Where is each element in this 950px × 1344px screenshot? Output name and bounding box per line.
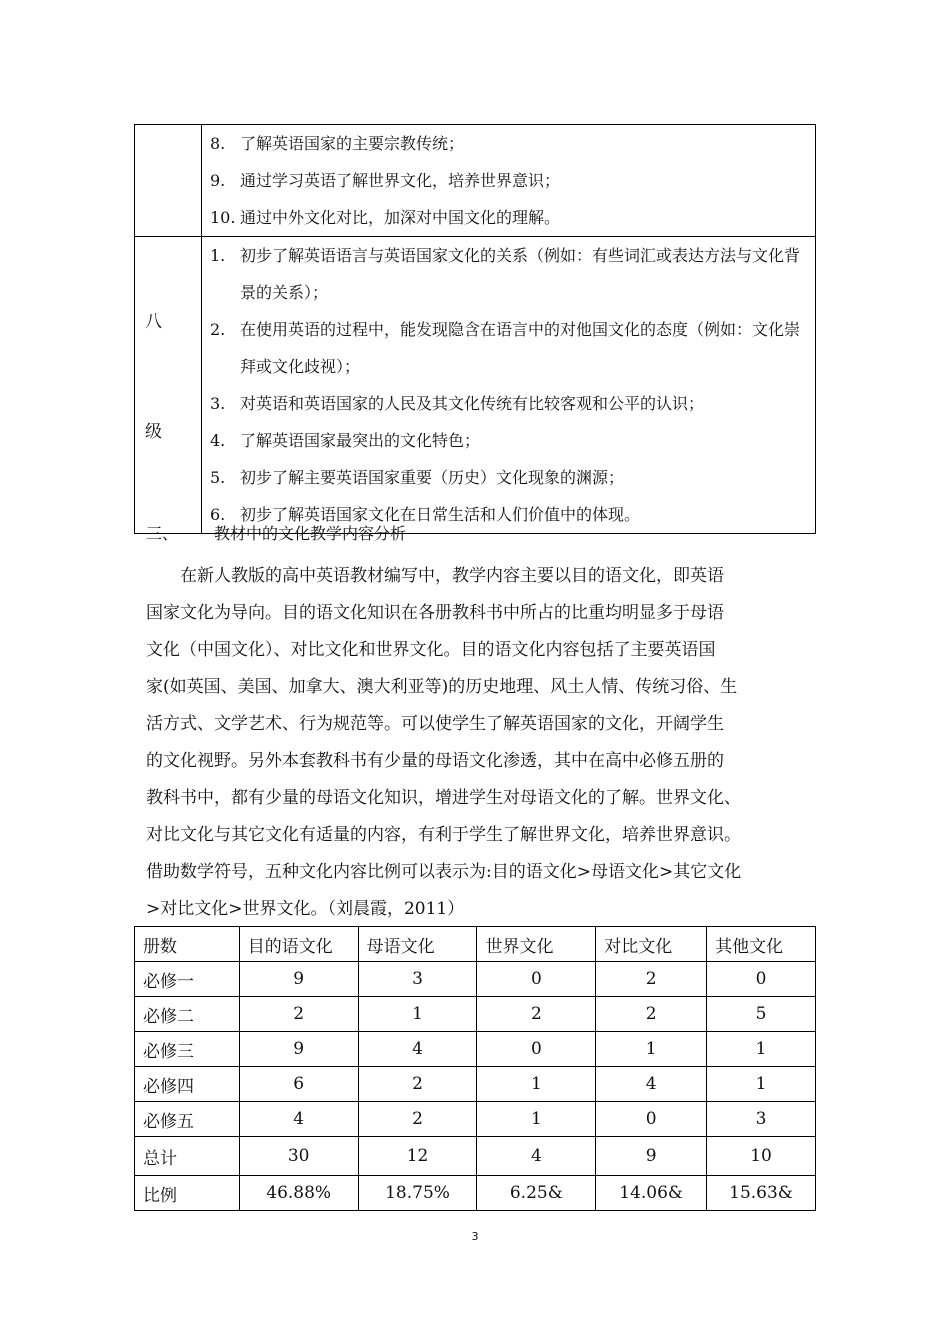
objective-number: 3. bbox=[210, 394, 226, 413]
objectives-cell-previous bbox=[202, 125, 816, 237]
table-cell: 0 bbox=[477, 962, 596, 997]
table-cell: 14.06& bbox=[596, 1176, 707, 1211]
table-cell: 6.25& bbox=[477, 1176, 596, 1211]
table-cell: 1 bbox=[358, 997, 477, 1032]
objective-text: 对英语和英语国家的人民及其文化传统有比较客观和公平的认识； bbox=[240, 394, 705, 413]
table-cell: 3 bbox=[707, 1102, 816, 1137]
objective-item bbox=[202, 162, 815, 199]
header-cell: 其他文化 bbox=[707, 927, 816, 962]
section-title: 教材中的文化教学内容分析 bbox=[214, 524, 407, 543]
table-cell: 2 bbox=[596, 962, 707, 997]
row-label: 必修三 bbox=[135, 1032, 240, 1067]
table-cell: 9 bbox=[596, 1137, 707, 1176]
objective-item bbox=[202, 422, 815, 459]
paragraph-line: 文化（中国文化）、对比文化和世界文化。目的语文化内容包括了主要英语国 bbox=[146, 640, 716, 660]
objective-text: 通过中外文化对比，加深对中国文化的理解。 bbox=[240, 208, 561, 227]
paragraph-line: >对比文化>世界文化。（刘晨霞，2011） bbox=[146, 899, 465, 919]
level-row-previous bbox=[135, 125, 816, 237]
objective-item bbox=[202, 385, 815, 422]
table-cell: 2 bbox=[358, 1102, 477, 1137]
table-cell: 1 bbox=[477, 1102, 596, 1137]
table-cell: 9 bbox=[239, 1032, 358, 1067]
table-cell: 15.63& bbox=[707, 1176, 816, 1211]
section-heading bbox=[146, 523, 406, 545]
paragraph-line: 教科书中，都有少量的母语文化知识，增进学生对母语文化的了解。世界文化、 bbox=[146, 788, 741, 808]
objective-item bbox=[202, 125, 815, 162]
objective-text: 通过学习英语了解世界文化，培养世界意识； bbox=[240, 171, 561, 190]
header-cell: 目的语文化 bbox=[239, 927, 358, 962]
body-paragraph bbox=[146, 558, 822, 928]
table-cell: 30 bbox=[239, 1137, 358, 1176]
table-header-row bbox=[135, 927, 816, 962]
header-cell: 母语文化 bbox=[358, 927, 477, 962]
table-cell: 3 bbox=[358, 962, 477, 997]
row-label: 总计 bbox=[135, 1137, 240, 1176]
table-cell: 0 bbox=[596, 1102, 707, 1137]
objective-number: 9. bbox=[210, 171, 226, 190]
table-row bbox=[135, 1032, 816, 1067]
objective-item bbox=[202, 199, 815, 236]
table-row bbox=[135, 997, 816, 1032]
table-cell: 1 bbox=[707, 1032, 816, 1067]
table-cell: 1 bbox=[707, 1067, 816, 1102]
table-row-total bbox=[135, 1137, 816, 1176]
table-cell: 2 bbox=[596, 997, 707, 1032]
paragraph-line: 对比文化与其它文化有适量的内容，有利于学生了解世界文化，培养世界意识。 bbox=[146, 825, 741, 845]
table-cell: 10 bbox=[707, 1137, 816, 1176]
objective-item bbox=[202, 311, 815, 385]
table-cell: 46.88% bbox=[239, 1176, 358, 1211]
paragraph-line: 家(如英国、美国、加拿大、澳大利亚等)的历史地理、风土人情、传统习俗、生 bbox=[146, 677, 738, 697]
objective-item bbox=[202, 459, 815, 496]
table-cell: 0 bbox=[707, 962, 816, 997]
page-number: 3 bbox=[471, 1230, 479, 1243]
table-row bbox=[135, 962, 816, 997]
table-cell: 9 bbox=[239, 962, 358, 997]
objective-text: 在使用英语的过程中，能发现隐含在语言中的对他国文化的态度（例如：文化崇拜或文化歧视）； bbox=[240, 320, 801, 376]
table-cell: 1 bbox=[596, 1032, 707, 1067]
objective-text: 初步了解主要英语国家重要（历史）文化现象的渊源； bbox=[240, 468, 625, 487]
row-label: 必修五 bbox=[135, 1102, 240, 1137]
table-row-ratio bbox=[135, 1176, 816, 1211]
table-cell: 2 bbox=[239, 997, 358, 1032]
row-label: 必修二 bbox=[135, 997, 240, 1032]
level-objectives-table bbox=[134, 124, 816, 534]
header-cell: 世界文化 bbox=[477, 927, 596, 962]
level-label-ba: 八 bbox=[145, 312, 162, 332]
table-cell: 0 bbox=[477, 1032, 596, 1067]
level-label-cell bbox=[135, 237, 202, 534]
paragraph-line: 活方式、文学艺术、行为规范等。可以使学生了解英语国家的文化，开阔学生 bbox=[146, 714, 724, 734]
table-cell: 2 bbox=[477, 997, 596, 1032]
table-cell: 4 bbox=[596, 1067, 707, 1102]
table-cell: 12 bbox=[358, 1137, 477, 1176]
paragraph-line: 借助数学符号，五种文化内容比例可以表示为:目的语文化>母语文化>其它文化 bbox=[146, 862, 742, 882]
objective-number: 10. bbox=[210, 208, 236, 227]
paragraph-line: 在新人教版的高中英语教材编写中，教学内容主要以目的语文化，即英语 bbox=[180, 566, 724, 586]
row-label: 必修四 bbox=[135, 1067, 240, 1102]
objective-text: 初步了解英语国家文化在日常生活和人们价值中的体现。 bbox=[240, 505, 641, 524]
level-row-eight bbox=[135, 237, 816, 534]
level-label-ji: 级 bbox=[145, 422, 162, 442]
table-cell: 6 bbox=[239, 1067, 358, 1102]
header-cell: 对比文化 bbox=[596, 927, 707, 962]
culture-content-table bbox=[134, 926, 816, 1211]
table-cell: 4 bbox=[239, 1102, 358, 1137]
row-label: 必修一 bbox=[135, 962, 240, 997]
level-label-cell-empty bbox=[135, 125, 202, 237]
table-cell: 1 bbox=[477, 1067, 596, 1102]
section-number: 三、 bbox=[146, 524, 179, 543]
table-cell: 4 bbox=[477, 1137, 596, 1176]
table-row bbox=[135, 1102, 816, 1137]
table-cell: 2 bbox=[358, 1067, 477, 1102]
objective-number: 8. bbox=[210, 134, 226, 153]
paragraph-line: 的文化视野。另外本套教科书有少量的母语文化渗透，其中在高中必修五册的 bbox=[146, 751, 724, 771]
table-row bbox=[135, 1067, 816, 1102]
objective-text: 初步了解英语语言与英语国家文化的关系（例如：有些词汇或表达方法与文化背景的关系）； bbox=[240, 246, 801, 302]
objective-number: 4. bbox=[210, 431, 226, 450]
table-cell: 18.75% bbox=[358, 1176, 477, 1211]
objective-number: 1. bbox=[210, 246, 226, 265]
objective-number: 2. bbox=[210, 320, 226, 339]
objective-item bbox=[202, 237, 815, 311]
table-cell: 4 bbox=[358, 1032, 477, 1067]
objective-number: 5. bbox=[210, 468, 226, 487]
paragraph-line: 国家文化为导向。目的语文化知识在各册教科书中所占的比重均明显多于母语 bbox=[146, 603, 724, 623]
table-cell: 5 bbox=[707, 997, 816, 1032]
row-label: 比例 bbox=[135, 1176, 240, 1211]
objective-text: 了解英语国家的主要宗教传统； bbox=[240, 134, 465, 153]
objective-number: 6. bbox=[210, 505, 226, 524]
header-cell: 册数 bbox=[135, 927, 240, 962]
objectives-cell-level-eight bbox=[202, 237, 816, 534]
objective-text: 了解英语国家最突出的文化特色； bbox=[240, 431, 481, 450]
